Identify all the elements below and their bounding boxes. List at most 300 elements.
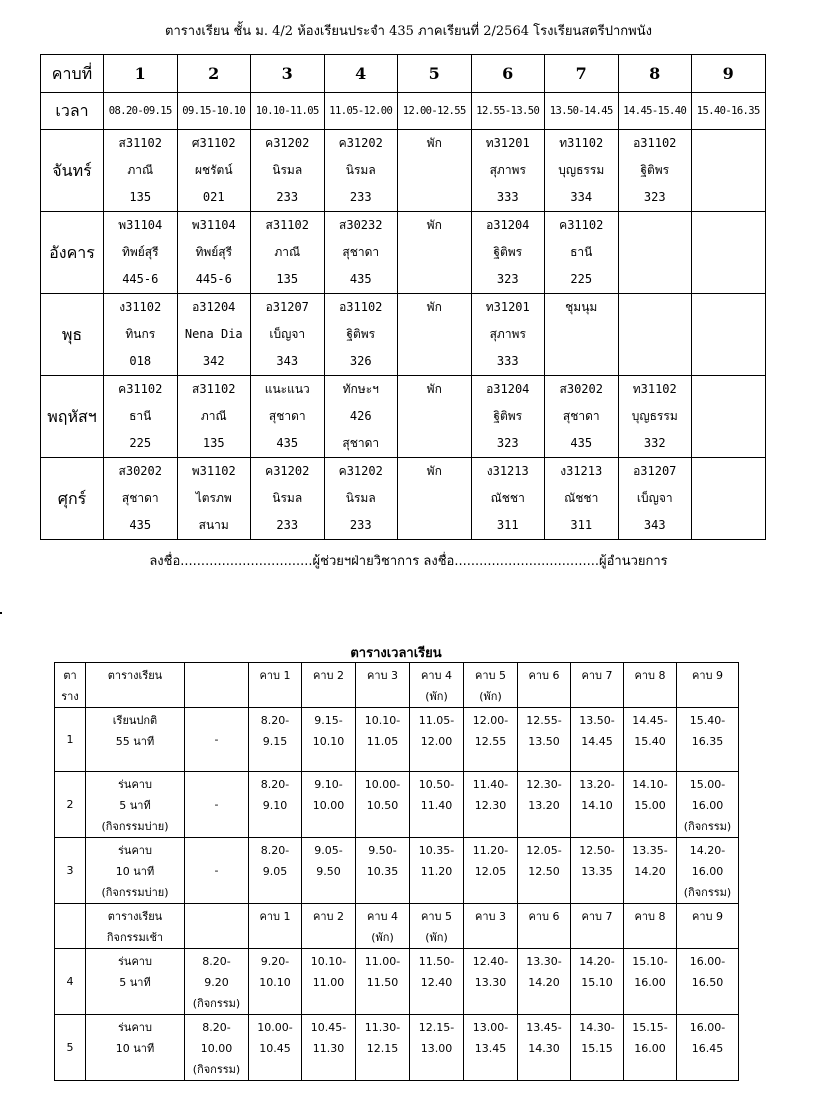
- cell-line: 9.20: [204, 976, 229, 989]
- class-cell: [251, 376, 325, 458]
- class-cell: [398, 130, 472, 212]
- period-time: 08.20-09.15: [104, 93, 178, 130]
- class-cell-line: 435: [349, 272, 372, 286]
- cell-line: คาบ 7: [581, 910, 613, 923]
- time-slot: [464, 1015, 518, 1081]
- time-slot: [410, 708, 464, 772]
- class-cell: [251, 130, 325, 212]
- schedule-type: [86, 838, 185, 904]
- class-cell-line: ค31202: [338, 136, 383, 150]
- cell-line: 14.45: [581, 735, 613, 748]
- class-cell-line: 018: [129, 354, 152, 368]
- cell-line: 10.10-: [364, 714, 401, 727]
- time-slot: [302, 949, 356, 1015]
- time-table-row: [55, 708, 739, 772]
- day-row: [41, 458, 766, 540]
- period-time: 10.10-11.05: [251, 93, 325, 130]
- class-cell-line: 323: [496, 272, 519, 286]
- cell-line: คาบ 5: [420, 910, 452, 923]
- cell-line: 10 นาที: [115, 1042, 155, 1055]
- day-name: ศุกร์: [41, 458, 104, 540]
- period-header: [571, 663, 624, 708]
- class-cell-line: พัก: [426, 300, 442, 314]
- class-cell: [324, 130, 398, 212]
- cell-line: 10.00: [200, 1042, 233, 1055]
- time-slot: [356, 708, 410, 772]
- table-number: 1: [55, 708, 86, 772]
- class-cell-line: ค31202: [338, 464, 383, 478]
- class-cell: [692, 458, 766, 540]
- cell-line: 12.55: [474, 735, 507, 748]
- class-cell-line: สุชาดา: [342, 436, 380, 450]
- class-cell-line: ธานี: [129, 409, 152, 423]
- pre-period: [185, 1015, 249, 1081]
- time-slot: [410, 1015, 464, 1081]
- class-cell-line: ผชรัตน์: [194, 163, 233, 177]
- class-cell-line: นิรมล: [272, 163, 303, 177]
- time-slot: [356, 772, 410, 838]
- class-cell-line: อ31207: [265, 300, 309, 314]
- class-cell-line: ท31102: [632, 382, 677, 396]
- class-cell-line: 445-6: [195, 272, 232, 286]
- class-cell: [398, 294, 472, 376]
- empty-cell: [185, 904, 249, 949]
- class-cell: [251, 212, 325, 294]
- cell-line: 8.20-: [260, 778, 290, 791]
- pre-period: -: [185, 838, 249, 904]
- class-cell: [692, 376, 766, 458]
- class-cell-line: 323: [496, 436, 519, 450]
- class-cell-line: 233: [276, 518, 299, 532]
- period-time: 14.45-15.40: [618, 93, 692, 130]
- cell-line: 9.15: [262, 735, 288, 748]
- cell-line: 12.05-: [526, 844, 562, 857]
- cell-line: (พัก): [425, 931, 448, 944]
- cell-line: 16.00-: [689, 955, 726, 968]
- time-slot: [410, 772, 464, 838]
- time-slot: [518, 1015, 571, 1081]
- cell-line: 11.40-: [472, 778, 509, 791]
- class-cell-line: ภาณี: [127, 163, 154, 177]
- cell-line: (พัก): [425, 690, 448, 703]
- class-cell: [398, 376, 472, 458]
- time-slot: [464, 949, 518, 1015]
- class-cell-line: ค31202: [265, 136, 310, 150]
- cell-line: คาบ 9: [691, 669, 723, 682]
- period-header: [624, 904, 677, 949]
- time-slot: [518, 838, 571, 904]
- cell-line: ตารางเรียน: [107, 669, 163, 682]
- class-cell: [324, 458, 398, 540]
- period-label: คาบที่: [41, 55, 104, 93]
- period-time: 13.50-14.45: [545, 93, 619, 130]
- cell-line: 11.00: [312, 976, 345, 989]
- cell-line: ร่นคาบ: [118, 778, 152, 791]
- time-slot: [410, 949, 464, 1015]
- time-label: เวลา: [41, 93, 104, 130]
- time-slot: [571, 708, 624, 772]
- class-cell: [177, 212, 251, 294]
- class-cell-line: สุชาดา: [342, 245, 380, 259]
- class-cell-line: ณัชชา: [564, 491, 599, 505]
- class-cell-line: 333: [496, 190, 519, 204]
- cell-line: (กิจกรรมบ่าย): [101, 886, 169, 899]
- cell-line: 16.35: [691, 735, 724, 748]
- cell-line: คาบ 8: [634, 910, 666, 923]
- class-cell: [692, 294, 766, 376]
- time-slot: [410, 838, 464, 904]
- class-cell-line: 233: [349, 190, 372, 204]
- time-slot: [624, 949, 677, 1015]
- time-table-header-row: [55, 663, 739, 708]
- class-cell-line: ณัชชา: [490, 491, 525, 505]
- cell-line: 12.40-: [472, 955, 509, 968]
- cell-line: 16.50: [691, 976, 724, 989]
- day-row: [41, 294, 766, 376]
- table-number: 3: [55, 838, 86, 904]
- class-cell-line: 343: [276, 354, 299, 368]
- class-cell-line: ส30202: [118, 464, 162, 478]
- class-cell: [471, 294, 545, 376]
- class-cell: [177, 130, 251, 212]
- time-slot: [464, 772, 518, 838]
- class-cell: [545, 130, 619, 212]
- class-cell-line: พัก: [426, 218, 442, 232]
- period-header: [677, 663, 739, 708]
- cell-line: 12.55-: [526, 714, 562, 727]
- period-header: [302, 663, 356, 708]
- time-row: [41, 93, 766, 130]
- class-cell-line: พ31104: [191, 218, 236, 232]
- cell-line: 12.50: [528, 865, 560, 878]
- schedule-type: [86, 1015, 185, 1081]
- cell-line: 13.20-: [579, 778, 615, 791]
- class-cell: [177, 376, 251, 458]
- class-cell-line: 445-6: [122, 272, 159, 286]
- cell-line: 12.05: [474, 865, 507, 878]
- class-cell-line: ค31102: [559, 218, 604, 232]
- class-cell-line: อ31102: [633, 136, 677, 150]
- cell-line: 12.00-: [472, 714, 509, 727]
- schedule-type: [86, 949, 185, 1015]
- class-cell: [251, 294, 325, 376]
- cell-line: 5 นาที: [119, 799, 151, 812]
- class-cell-line: ส31102: [265, 218, 309, 232]
- table-number: 4: [55, 949, 86, 1015]
- class-cell-line: ค31202: [265, 464, 310, 478]
- period-number: 4: [324, 55, 398, 93]
- pre-period: [185, 949, 249, 1015]
- time-slot: [302, 838, 356, 904]
- class-cell-line: 135: [129, 190, 152, 204]
- cell-line: คาบ 2: [312, 669, 344, 682]
- cell-line: คาบ 8: [634, 669, 666, 682]
- period-number: 2: [177, 55, 251, 93]
- cell-line: 9.50-: [368, 844, 397, 857]
- period-header: [677, 904, 739, 949]
- class-cell-line: 426: [349, 409, 372, 423]
- class-cell: [104, 212, 178, 294]
- period-number: 1: [104, 55, 178, 93]
- cell-line: 12.30: [474, 799, 507, 812]
- cell-line: 9.15-: [314, 714, 343, 727]
- class-cell-line: 135: [202, 436, 225, 450]
- table-number: 5: [55, 1015, 86, 1081]
- class-cell: [618, 130, 692, 212]
- period-header: [518, 904, 571, 949]
- period-header: [464, 663, 518, 708]
- cell-line: 15.00-: [689, 778, 726, 791]
- class-cell-line: 311: [570, 518, 593, 532]
- cell-line: คาบ 3: [366, 669, 398, 682]
- cell-line: 16.00-: [689, 1021, 726, 1034]
- period-time: 15.40-16.35: [692, 93, 766, 130]
- time-slot: [518, 949, 571, 1015]
- cell-line: 8.20-: [202, 955, 231, 968]
- class-cell-line: ง31102: [119, 300, 162, 314]
- time-slot: [249, 949, 302, 1015]
- class-cell-line: ทินกร: [125, 327, 156, 341]
- cell-line: 10.00-: [257, 1021, 293, 1034]
- class-cell-line: 135: [276, 272, 299, 286]
- time-slot: [249, 1015, 302, 1081]
- class-cell-line: สุภาพร: [489, 327, 526, 341]
- cell-line: 11.00-: [364, 955, 401, 968]
- class-cell-line: นิรมล: [345, 491, 376, 505]
- cell-line: ร่นคาบ: [118, 955, 152, 968]
- cell-line: 12.50-: [579, 844, 615, 857]
- cell-line: คาบ 2: [312, 910, 344, 923]
- class-cell-line: ส30232: [339, 218, 383, 232]
- cell-line: 14.10: [581, 799, 613, 812]
- time-slot: [624, 838, 677, 904]
- signature-line: ลงชื่อ................................ผู้ช่วยฯฝ่ายวิชาการ ลงชื่อ...................................ผู้อำนวยการ: [149, 554, 668, 569]
- cell-line: 12.15-: [418, 1021, 455, 1034]
- class-cell-line: ส31102: [192, 382, 236, 396]
- day-name: พฤหัสฯ: [41, 376, 104, 458]
- cell-line: 13.35-: [632, 844, 668, 857]
- class-cell-line: พัก: [426, 382, 442, 396]
- cell-line: (กิจกรรม): [192, 997, 241, 1010]
- morning-activity-header-row: [55, 904, 739, 949]
- class-cell: [471, 212, 545, 294]
- cell-line: 11.05-: [418, 714, 455, 727]
- cell-line: ราง: [61, 690, 79, 703]
- class-cell: [104, 130, 178, 212]
- cell-line: 15.10: [581, 976, 613, 989]
- cell-line: ตา: [63, 669, 77, 682]
- period-number: 8: [618, 55, 692, 93]
- class-cell: [618, 212, 692, 294]
- day-name: พุธ: [41, 294, 104, 376]
- cell-line: 10.35-: [418, 844, 455, 857]
- day-row: [41, 212, 766, 294]
- class-cell-line: พัก: [426, 136, 442, 150]
- cell-line: 11.20: [420, 865, 453, 878]
- cell-line: 14.45-: [632, 714, 668, 727]
- cell-line: (กิจกรรม): [192, 1063, 241, 1076]
- class-cell-line: 326: [349, 354, 372, 368]
- time-table-title: ตารางเวลาเรียน: [350, 646, 442, 661]
- time-slot: [677, 708, 739, 772]
- period-time: 11.05-12.00: [324, 93, 398, 130]
- time-slot: [518, 708, 571, 772]
- period-number: 5: [398, 55, 472, 93]
- period-header: [249, 663, 302, 708]
- pre-period-header: [185, 663, 249, 708]
- class-cell-line: 233: [349, 518, 372, 532]
- cell-line: 13.30: [474, 976, 507, 989]
- cell-line: (กิจกรรมบ่าย): [101, 820, 169, 833]
- cell-line: 14.20-: [689, 844, 726, 857]
- cell-line: ร่นคาบ: [118, 844, 152, 857]
- class-cell-line: พ31102: [191, 464, 236, 478]
- cell-line: 9.05-: [314, 844, 343, 857]
- cell-line: 11.30: [312, 1042, 345, 1055]
- cell-line: 10.50-: [418, 778, 455, 791]
- cell-line: 8.20-: [260, 844, 290, 857]
- table-number: 2: [55, 772, 86, 838]
- time-table-row: [55, 949, 739, 1015]
- pre-period: -: [185, 708, 249, 772]
- time-slot: [677, 949, 739, 1015]
- class-cell-line: ธานี: [570, 245, 593, 259]
- period-number: 9: [692, 55, 766, 93]
- class-cell-line: ท31102: [559, 136, 604, 150]
- day-row: [41, 130, 766, 212]
- time-slot: [249, 772, 302, 838]
- class-cell-line: ง31213: [560, 464, 603, 478]
- class-cell-line: ง31213: [486, 464, 529, 478]
- class-cell-line: เบ็ญจา: [636, 491, 673, 505]
- time-slot: [677, 772, 739, 838]
- class-cell-line: อ31204: [486, 218, 530, 232]
- cell-line: 13.30-: [526, 955, 562, 968]
- cell-line: 15.15-: [632, 1021, 668, 1034]
- time-slot: [571, 949, 624, 1015]
- cell-line: 12.00: [420, 735, 453, 748]
- period-header: [571, 904, 624, 949]
- cell-line: 14.30-: [579, 1021, 615, 1034]
- time-slot: [302, 1015, 356, 1081]
- cell-line: 10.00-: [364, 778, 401, 791]
- class-cell-line: นิรมล: [272, 491, 303, 505]
- cell-line: คาบ 4: [420, 669, 452, 682]
- cell-line: 15.10-: [632, 955, 668, 968]
- cell-line: (พัก): [479, 690, 502, 703]
- cell-line: 14.30: [528, 1042, 560, 1055]
- cell-line: 9.10: [262, 799, 288, 812]
- cell-line: 55 นาที: [115, 735, 155, 748]
- cell-line: 11.50: [366, 976, 399, 989]
- class-cell-line: ภาณี: [274, 245, 301, 259]
- cell-line: 11.20-: [472, 844, 509, 857]
- cell-line: 13.20: [528, 799, 560, 812]
- cell-line: คาบ 6: [528, 910, 560, 923]
- class-cell-line: บุญธรรม: [558, 163, 605, 177]
- cell-line: เรียนปกติ: [112, 714, 158, 727]
- period-header: [464, 904, 518, 949]
- class-cell-line: อ31204: [192, 300, 236, 314]
- period-time: 12.55-13.50: [471, 93, 545, 130]
- class-cell: [471, 130, 545, 212]
- class-cell-line: 343: [643, 518, 666, 532]
- empty-cell: [55, 904, 86, 949]
- class-cell-line: ฐิติพร: [640, 163, 670, 177]
- time-table-row: [55, 1015, 739, 1081]
- pre-period: -: [185, 772, 249, 838]
- cell-line: 13.50-: [579, 714, 615, 727]
- cell-line: 14.20: [634, 865, 666, 878]
- schedule-type: [86, 772, 185, 838]
- cell-line: 15.40: [634, 735, 666, 748]
- class-cell-line: นิรมล: [345, 163, 376, 177]
- class-cell-line: ทิพย์สุรี: [195, 245, 233, 259]
- cell-line: 14.20-: [579, 955, 615, 968]
- cell-line: 13.00: [420, 1042, 453, 1055]
- class-cell: [104, 376, 178, 458]
- time-slot: [464, 708, 518, 772]
- class-cell-line: ท31201: [485, 136, 530, 150]
- class-cell-line: บุญธรรม: [631, 409, 678, 423]
- cell-line: (พัก): [371, 931, 394, 944]
- cell-line: 10.45: [259, 1042, 291, 1055]
- table-number-header: [55, 663, 86, 708]
- class-cell-line: 334: [570, 190, 593, 204]
- class-cell: [104, 294, 178, 376]
- class-cell-line: พ31104: [118, 218, 163, 232]
- cell-line: 13.35: [581, 865, 613, 878]
- period-header: [518, 663, 571, 708]
- class-cell: [618, 376, 692, 458]
- period-number: 6: [471, 55, 545, 93]
- cell-line: คาบ 3: [474, 910, 506, 923]
- class-cell-line: ทิพย์สุรี: [121, 245, 159, 259]
- day-row: [41, 376, 766, 458]
- cell-line: 15.00: [634, 799, 666, 812]
- schedule-type-header: [86, 904, 185, 949]
- cell-line: 11.40: [420, 799, 453, 812]
- cell-line: 16.00: [691, 799, 724, 812]
- class-cell: [545, 376, 619, 458]
- time-slot: [571, 838, 624, 904]
- period-header: [410, 904, 464, 949]
- period-header: [410, 663, 464, 708]
- cell-line: 13.45-: [526, 1021, 562, 1034]
- class-cell-line: อ31207: [633, 464, 677, 478]
- cell-line: กิจกรรมเช้า: [106, 931, 164, 944]
- class-cell-line: ฐิติพร: [493, 245, 523, 259]
- time-slot: [571, 772, 624, 838]
- class-cell-line: เบ็ญจา: [269, 327, 306, 341]
- class-cell-line: พัก: [426, 464, 442, 478]
- cell-line: 13.45: [474, 1042, 507, 1055]
- class-cell-line: ไตรภพ: [195, 491, 232, 505]
- cell-line: คาบ 1: [259, 910, 291, 923]
- time-table-row: [55, 838, 739, 904]
- cell-line: 9.05: [262, 865, 288, 878]
- cell-line: 11.05: [366, 735, 399, 748]
- time-slot: [356, 949, 410, 1015]
- class-cell: [398, 458, 472, 540]
- period-number: 7: [545, 55, 619, 93]
- cell-line: 10 นาที: [115, 865, 155, 878]
- time-slot: [677, 1015, 739, 1081]
- time-slot: [677, 838, 739, 904]
- cell-line: 9.20-: [260, 955, 290, 968]
- class-cell-line: ศ31102: [191, 136, 236, 150]
- time-slot: [464, 838, 518, 904]
